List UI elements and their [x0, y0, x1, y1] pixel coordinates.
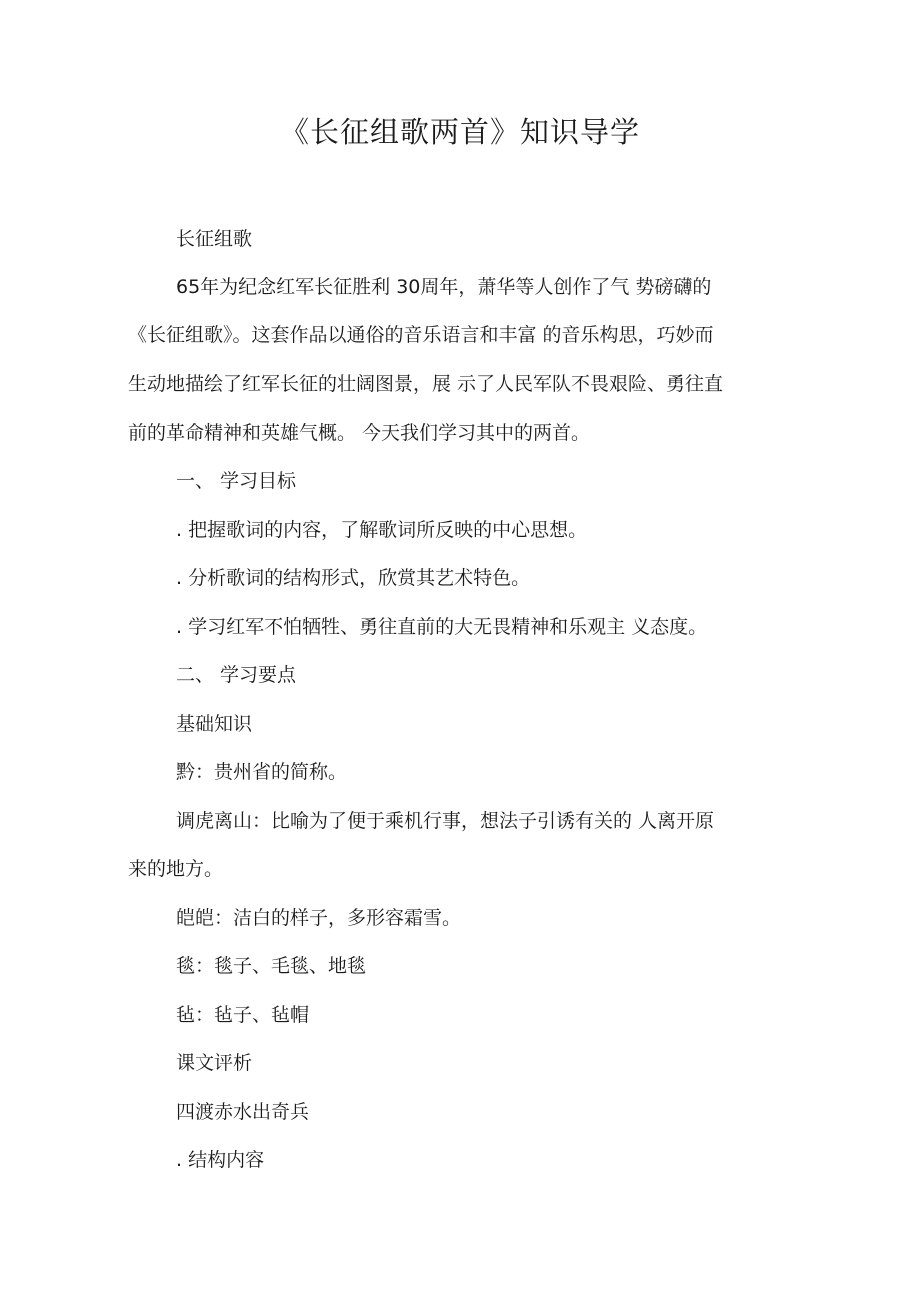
vocab-item-aiai: 皑皑：洁白的样子，多形容霜雪。 — [176, 907, 462, 929]
vocab-item-zhan: 毡：毡子、毡帽 — [176, 1004, 310, 1026]
vocab-item-diaohulishan-line-2: 来的地方。 — [128, 858, 224, 880]
vocab-item-diaohulishan-line-1: 调虎离山：比喻为了便于乘机行事，想法子引诱有关的 人离开原 — [176, 810, 715, 832]
vocab-item-tan: 毯：毯子、毛毯、地毯 — [176, 955, 367, 977]
intro-paragraph-line-3: 生动地描绘了红军长征的壮阔图景，展 示了人民军队不畏艰险、勇往直 — [128, 373, 724, 395]
intro-paragraph-line-2: 《长征组歌》。这套作品以通俗的音乐语言和丰富 的音乐构思，巧妙而 — [128, 324, 714, 346]
document-title: 《长征组歌两首》知识导学 — [279, 115, 640, 149]
section-heading-long-march-suite: 长征组歌 — [176, 228, 253, 250]
subheading-poem-title: 四渡赤水出奇兵 — [176, 1101, 310, 1123]
goal-item-1: . 把握歌词的内容，了解歌词所反映的中心思想。 — [176, 519, 588, 541]
goal-item-3: . 学习红军不怕牺牲、勇往直前的大无畏精神和乐观主 义态度。 — [176, 616, 708, 638]
subheading-basic-knowledge: 基础知识 — [176, 713, 253, 735]
subheading-text-analysis: 课文评析 — [176, 1052, 253, 1074]
section-heading-learning-goals: 一、 学习目标 — [176, 470, 297, 492]
section-heading-learning-points: 二、 学习要点 — [176, 664, 297, 686]
intro-paragraph-line-1: 65年为纪念红军长征胜利 30周年，萧华等人创作了气 势磅礴的 — [176, 276, 712, 298]
vocab-item-qian: 黔：贵州省的简称。 — [176, 761, 348, 783]
intro-paragraph-line-4: 前的革命精神和英雄气概。 今天我们学习其中的两首。 — [128, 422, 591, 444]
subheading-structure-content: . 结构内容 — [176, 1149, 265, 1171]
goal-item-2: . 分析歌词的结构形式，欣赏其艺术特色。 — [176, 567, 531, 589]
